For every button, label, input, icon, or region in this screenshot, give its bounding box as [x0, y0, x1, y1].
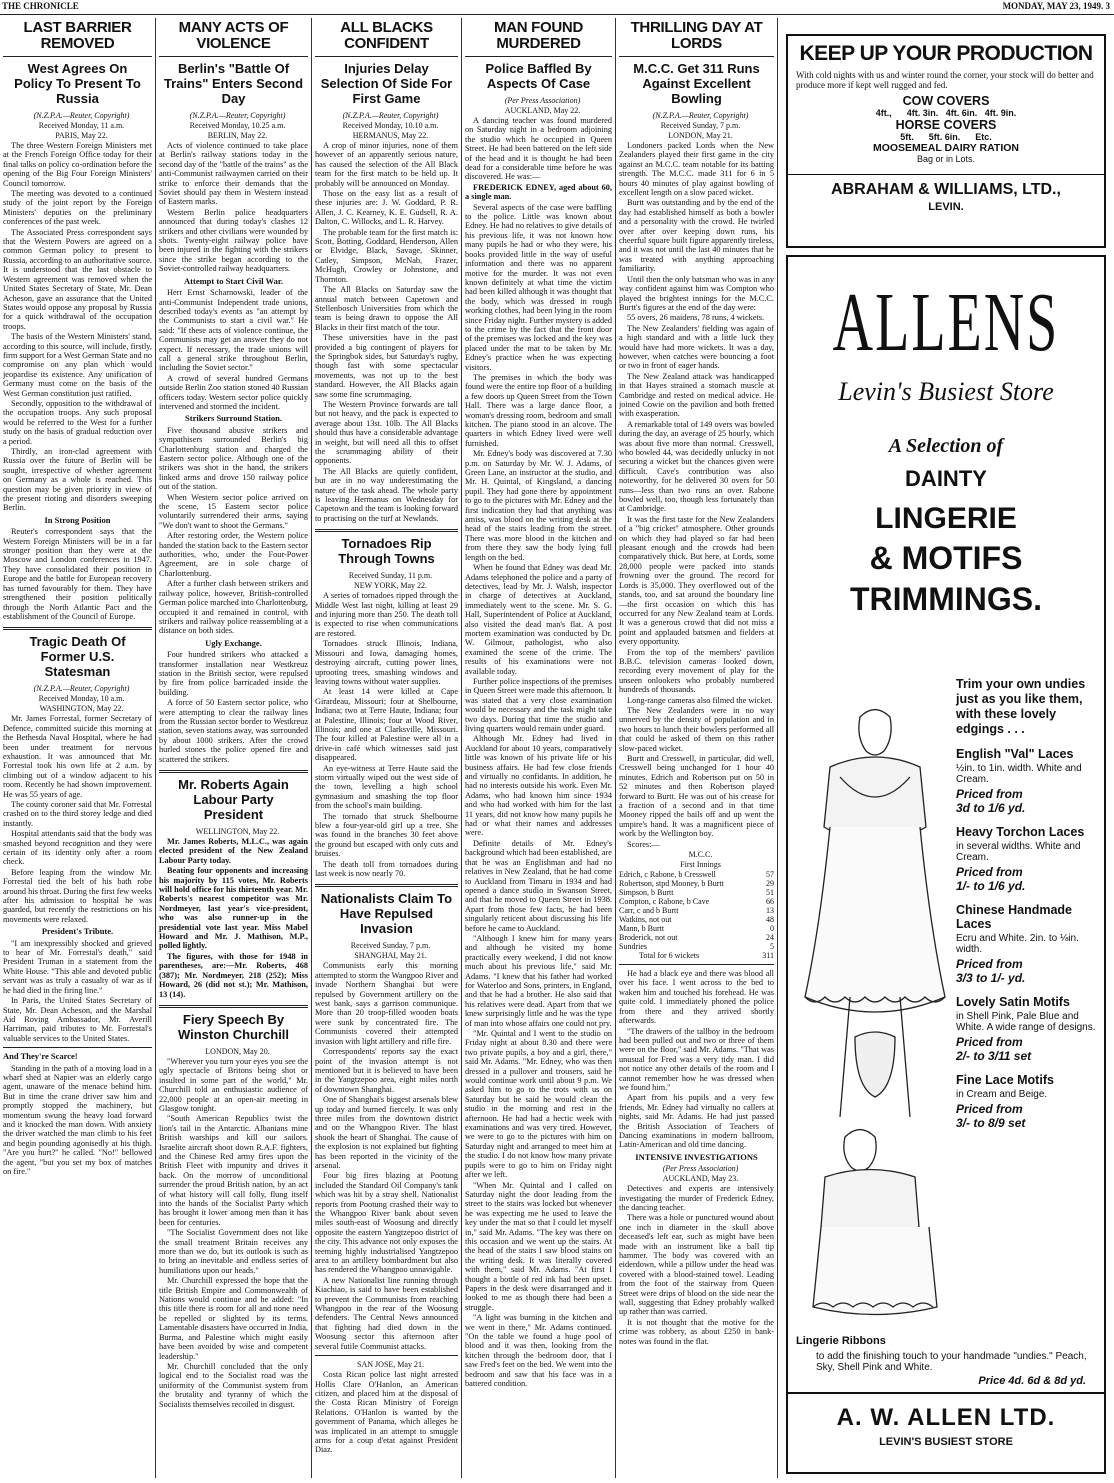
paragraph: Secondly, opposition to the withdrawal of the occupation troops. Any such proposal would be referred to the West for a further study on the basis of gradual reduction over a period.	[3, 398, 152, 446]
masthead-date: MONDAY, MAY 23, 1949. 3	[1002, 1, 1110, 11]
paragraph: The tornado that struck Shelbourne blew a four-year-old girl up a tree. She was found in the branches 30 feet above the ground but escaped with only cuts and bruises.	[315, 811, 458, 859]
lace-item	[956, 903, 1096, 985]
column-rule	[311, 18, 312, 1478]
ad-brand-logo: ALLENS	[832, 276, 1060, 370]
paragraph: Hospital attendants said that the body was smashed beyond recognition and they were certain of its identity only after a room check.	[3, 829, 152, 867]
dateline: NEW YORK, May 22.	[353, 581, 428, 591]
paragraph: Although Mr. Edney had lived in Auckland for about 10 years, comparatively little was known of his private life or his business affairs. He had few close friends and virtually no confidants. In addition, he had no interests outside his work. Even Mr. Adams, who had known him since 1934 and who had worked with him for the last 11 years, did not know how many pupils he had or what their names and addresses were.	[465, 734, 612, 838]
item-price: 2/- to 3/11 set	[956, 1049, 1032, 1063]
paragraph: One of Shanghai's biggest arsenals blew up today and burned fiercely. It was only three miles from the downtown district and on the Whangpoo River. The blast shook the heart of Shanghai. The cause of the explosion is not explained but fighting has been reported in the vicinity of the arsenal.	[315, 1095, 458, 1170]
lace-item	[956, 995, 1096, 1063]
ribbons-section	[796, 1335, 1096, 1387]
paragraph: A new Nationalist line running through Kiachiao, is said to have been established to prevent the Communists from reaching Whangpoo in the rear of the Woosung defenders. The Central News announced that fighting had died down in the Woosung sector this afternoon after several futile Communist attacks.	[315, 1275, 458, 1351]
column-3	[315, 18, 458, 1478]
scorecard-row	[619, 933, 774, 942]
runs: 66	[766, 897, 774, 907]
ad-allens-lingerie	[786, 255, 1106, 1474]
dateline: BERLIN, May 22.	[207, 131, 268, 140]
runs: 0	[770, 924, 774, 934]
paragraph: Londoners packed Lords when the New Zealanders played their first game in the city against an M.C.C. team notable for its batting strength. The M.C.C. made 311 for 6 in 5 hours 40 minutes of play against bowling of excellent length on a slow paced wicket.	[619, 141, 774, 198]
paragraph: When Western sector police arrived on the scene, 15 Eastern sector police voluntarily surrendered their arms, saying "We don't want to shoot the Germans."	[159, 492, 308, 530]
ad-selection: A Selection of	[888, 435, 1004, 457]
paragraph: Mr. Edney's body was discovered at 7.30 p.m. on Saturday by Mr. W. J. Adams, of Green Lane, an instructor at the studio, and Mr. H. Quintal, of Kingsland, a dancing pupil. They had gone there by appointment to go to the pictures with Mr. Edney and the first indication they had that anything was amiss, was blood on the writing desk at the head of the stairs leading from the street. There was more blood in the kitchen and from there they saw the body lying full length on the bed.	[465, 449, 612, 562]
item-price: 3/3 to 1/- yd.	[956, 971, 1026, 985]
credit: (N.Z.P.A.—Reuter, Copyright)	[189, 111, 286, 120]
headline-churchill-speech: Fiery Speech By Winston Churchill	[177, 1011, 290, 1042]
paragraph: The New Zealanders' fielding was again of a high standard and with a little luck they would have had more wickets. It was a day, however, when catches were bouncing a foot or two in front of eager hands.	[619, 323, 774, 371]
scorecard-team: M.C.C.	[688, 850, 713, 860]
paragraph: Mr. James Forrestal, former Secretary of Defence, committed suicide this morning at the Bethesda Naval Hospital, where he had been under treatment for nervous exhaustion. It was announced that Mr. Forrestal took his own life at 2 a.m. by climbing out of a window adjacent to his room. Recently he had shown improvement. He was 55 years of age.	[3, 714, 152, 799]
ad-tagline: Levin's Busiest Store	[838, 377, 1054, 406]
paragraph: He had a black eye and there was blood all over his face. I went across to the bed to waken him and touched his forehead. He was quite cold. I immediately phoned the police from there and they arrived shortly afterwards.	[619, 969, 774, 1026]
ad-product-cow-covers: COW COVERS	[902, 94, 990, 108]
item-name: Heavy Torchon Laces	[956, 825, 1085, 839]
article-body	[3, 527, 152, 621]
batsman: Carr, c and b Burtt	[619, 906, 679, 916]
runs: 51	[766, 888, 774, 898]
column-rule	[777, 18, 778, 1478]
article-body	[315, 591, 458, 878]
scorecard-row	[619, 897, 774, 906]
item-desc: in Shell Pink, Pale Blue and White. A wide range of designs.	[956, 1011, 1096, 1033]
batsman: Compton, c Rabone, b Cave	[619, 897, 710, 907]
paragraph: Correspondents' reports say the exact point of the invasion attempt is not mentioned but it is believed to have been in the Yangtzepoo area, eight miles north of downtown Shanghai.	[315, 1047, 458, 1094]
article-body	[3, 1064, 152, 1177]
paragraph: Communists early this morning attempted to storm the Wangpoo River and invade Northern Shanghai but were repulsed by Government artillery on the west bank, says a garrison communique. More than 20 troop-filled wooden boats were sunk by concentrated fire. The Communists covered their attempted invasion with light artillery and rifle fire.	[315, 961, 458, 1046]
article-body	[619, 969, 774, 1150]
paragraph: "I am inexpressibly shocked and grieved to hear of Mr. Forrestal's death," said President Truman in a statement from the White House. "This able and devoted public servant was as truly a casualty of war as if he had died in the firing line."	[3, 938, 152, 995]
paragraph: An eye-witness at Terre Haute said the storm virtually wiped out the west side of the town, levelling a high school gymnasium and smashing the top floor from the school's main building.	[315, 763, 458, 811]
headline-thrilling-day: THRILLING DAY AT LORDS	[630, 19, 763, 52]
ad-town: LEVIN.	[928, 201, 964, 213]
ad-firm-name: ABRAHAM & WILLIAMS, LTD.,	[788, 174, 1104, 199]
total-label: Total for 6 wickets	[639, 951, 700, 961]
dateline: SAN JOSE, May 21.	[357, 1360, 424, 1370]
paragraph: The probable team for the first match is: Scott, Botting, Goddard, Henderson, Allen or Elvidge, Black, Savage, Skinner, Catley, Simpson, McNab, Frazer, McHugh, Crowley or Johnstone, and Thornton.	[315, 227, 458, 284]
paragraph: After a further clash between strikers and railway police, however, British-controlled German police marched into Charlottenburg, occupied it and remained in control, with strikers and railway police reassembling at a distance on both sides.	[159, 579, 308, 636]
paragraph: The death toll from tornadoes during last week is now nearly 70.	[315, 859, 458, 879]
article-body	[159, 288, 308, 411]
scorecard-row	[619, 924, 774, 933]
item-price: 3d to 1/6 yd.	[956, 801, 1026, 815]
credit: (Per Press Association)	[662, 1164, 739, 1174]
batsman: Simpson, b Burtt	[619, 888, 674, 898]
dateline: WASHINGTON, May 22.	[39, 704, 124, 714]
ad-line-dainty: DAINTY	[905, 466, 987, 491]
ad-keep-up-production	[786, 34, 1106, 248]
batsman: Edrich, c Rabone, b Cresswell	[619, 870, 716, 880]
lace-item	[956, 1073, 1096, 1130]
paragraph: Burtt was outstanding and by the end of the day had established himself as both a bowler and a personality with the crowd. He twirled over after over keeping down runs, his cheerful square built figure apparently tireless, and it was not until the last 40 minutes that he was treated with anything approaching familiarity.	[619, 198, 774, 274]
masthead-title: THE CHRONICLE	[2, 1, 79, 11]
ad-firm-name: A. W. ALLEN LTD.	[836, 1404, 1056, 1431]
article-body	[159, 650, 308, 764]
runs: 5	[770, 942, 774, 952]
scorecard-row	[619, 915, 774, 924]
paragraph: Reuter's correspondent says that the Western Foreign Ministers will be in a far stronger position than they were at the Moscow and London conferences in 1947. They have consolidated their position in Europe and the battle for European recovery has turned favourably for them. They have strengthened their position politically through the North Atlantic Pact and the establishment of the Council of Europe.	[3, 527, 152, 621]
scorecard-innings: First Innings	[680, 860, 721, 870]
runs: 57	[766, 870, 774, 880]
paragraph: Tornadoes struck Illinois, Indiana, Missouri and Iowa, damaging homes, destroying aircraft, cutting power lines, uprooting trees, smashing windows and leaving towns without water supplies.	[315, 639, 458, 686]
scorecard-row	[619, 888, 774, 897]
paragraph: It is not thought that the motive for the crime was robbery, as about £250 in bank-notes was found in the flat.	[619, 1317, 774, 1346]
article-body	[3, 141, 152, 513]
item-name: Chinese Handmade Laces	[956, 903, 1073, 931]
paragraph: 55 overs, 26 maidens, 78 runs, 4 wickets.	[627, 313, 765, 323]
item-desc: in Cream and Beige.	[956, 1089, 1048, 1100]
section-heading: In Strong Position	[44, 514, 111, 525]
paragraph: The New Zealand attack was handicapped in that Hayes strained a stomach muscle at Cambridge and rested on medical advice. He joined Cowie on the pavilion and both fretted with exasperation.	[619, 371, 774, 419]
item-price: 3/- to 8/9 set	[956, 1116, 1026, 1130]
price-label: Priced from	[956, 1035, 1023, 1049]
ad-sizes: 5ft. 5ft. 6in. Etc.	[900, 132, 992, 142]
ad-line-motifs: & MOTIFS	[869, 540, 1023, 576]
paragraph: Four hundred strikers who attacked a transformer installation near Westkreuz station in the British sector, were repulsed by fire from police barricaded inside the building.	[159, 650, 308, 697]
batsman: Broderick, not out	[619, 933, 678, 943]
paragraph: Until then the only batsman who was in any way confident against him was Compton who played the brightest innings for the M.C.C. Burtt's figures at the end of the day were:	[619, 274, 774, 312]
paragraph: Those on the easy list as a result of these injuries are: J. W. Goddard, P. R. Allen, J. C. Kearney, K. E. Gudsell, R. A. Dalton, C. Willocks, and L. R. Harvey.	[315, 189, 458, 227]
subhead-mcc-311: M.C.C. Get 311 Runs Against Excellent Bowling	[633, 61, 760, 106]
paragraph: At least 14 were killed at Cape Girardeau, Missouri; four at Shelbourne, Indiana; two at Terre Haute, Indiana; four at Palestine, Illinois; four at Wood River, Illinois; and one at Clarksville, Missouri. The four killed at Palestine were all in a drive-in café which witnesses said just disappeared.	[315, 687, 458, 763]
scorecard-row	[619, 879, 774, 888]
paragraph: The Associated Press correspondent says that the Western Powers are agreed on a common German policy to present to Russia, according to an authoritative source. It is understood that the last obstacle to Western agreement was removed when the United States Secretary of State, Mr. Dean Acheson, gave an assurance that the United States would oppose any proposal by Russia for a quick withdrawal of the occupation troops.	[3, 227, 152, 331]
paragraph: Thirdly, an iron-clad agreement with Russia over the future of Berlin will be sought, irrespective of whether agreement on Germany as a whole is reached. This question may be given priority in view of the present rioting and disorders sweeping Berlin.	[3, 447, 152, 513]
item-price: 1/- to 1/6 yd.	[956, 879, 1026, 893]
ad-product-horse-covers: HORSE COVERS	[895, 118, 997, 132]
paragraph: "Although I knew him for many years and although he visited my home practically every weekend, I did not know much about his previous life," said Mr. Adams. "I knew that his father had worked for Waterloo and Sons, printers, in England, and that he had a brother. He also said that his relatives were dead. Apart from that we knew surprisingly little and he was the type of man into whose affairs one could not pry.	[465, 933, 612, 1028]
lingerie-illustration	[800, 697, 950, 1317]
subhead-west-agrees: West Agrees On Policy To Present To Russia	[14, 61, 141, 106]
ribbons-title: Lingerie Ribbons	[796, 1335, 886, 1347]
batsman: Mann, b Burtt	[619, 924, 665, 934]
dateline: LONDON, May 21.	[668, 131, 733, 140]
lace-price-list	[956, 677, 1096, 1130]
item-desc: Ecru and White. 2in. to ⅛in. width.	[956, 933, 1079, 955]
item-name: Lovely Satin Motifs	[956, 995, 1070, 1009]
paragraph: From the top of the members' pavilion B.B.C. television cameras looked down, recording every movement of play for the unseen onlookers who probably numbered hundreds of thousands.	[619, 647, 774, 695]
paragraph: The three Western Foreign Ministers met at the French Foreign Office today for their final talks on policy co-ordination before the opening of the Big Four Foreign Ministers' Council tomorrow.	[3, 141, 152, 188]
column-1	[3, 18, 152, 1478]
paragraph: "Wherever you turn your eyes you see the ugly spectacle of Britons being shot or insulted in some part of the world," Mr. Churchill told an enthusiastic audience of 22,000 people at an open-air meeting in Glasgow tonight.	[159, 1056, 308, 1113]
dateline: PARIS, May 22.	[55, 131, 108, 140]
lace-item	[956, 825, 1096, 893]
paragraph: Costa Rican police last night arrested Hollis Clare O'Hanlon, an American citizen, and placed him at the disposal of the Costa Rican Ministry of Foreign Relations. O'Hanlon is wanted by the government of Panama, which alleges he was implicated in an attempt to smuggle arms for a coup d'etat against President Diaz.	[315, 1370, 458, 1455]
paragraph: There was a hole or punctured wound about one inch in diameter in the skull above deceased's left ear, such as might have been made with an instrument like a ball tip hammer. The body was covered with an eiderdown, while a pillow under the head was covered with a blood-stained towel. Leading from the foot of the stairway from Queen Street were drips of blood on the side near the wall, suggesting that Edney probably walked up rather than was carried.	[619, 1213, 774, 1317]
headline-investigations: INTENSIVE INVESTIGATIONS	[635, 1151, 758, 1162]
column-rule	[155, 18, 156, 1478]
total-value: 311	[762, 951, 774, 961]
paragraph: Long-range cameras also filmed the wicket.	[627, 695, 773, 705]
paragraph: The figures, with those for 1948 in parentheses, are:—Mr. Roberts, 468 (387); Mr. Nordmeyer, 218 (252); Miss Howard, 26 (did not st.); Mr. Mathison, 13 (14).	[159, 951, 308, 999]
dateline: HERMANUS, May 22.	[352, 131, 429, 140]
runs: 29	[766, 879, 774, 889]
item-desc: in several widths. White and Cream.	[956, 841, 1081, 863]
paragraph: Acts of violence continued to take place at Berlin's railway stations today in the second day of the "battle of the trains" as the anti-Communist railwaymen carried on their strike to enforce their demands that the Soviet should pay them in Western instead of Eastern marks.	[159, 141, 308, 207]
batsman: Robertson, stpd Mooney, b Burtt	[619, 879, 724, 889]
paragraph: Mr. Churchill expressed the hope that the title British Empire and Commonwealth of Nations would continue and he added: "In this title there is room for all and none need be repelled or slighted by its terms. Lamentable disasters have occurred in India, Burma, and Palestine which might easily have been avoided by wise and competent leadership."	[159, 1276, 308, 1361]
paragraph: "A light was burning in the kitchen and we went in there," Mr. Adams continued. "On the table we found a huge pool of blood and it was then, looking from the kitchen through the bedroom door, that I saw Fred's feet on the bed. We went into the bedroom and saw that his face was in a battered condition.	[465, 1313, 612, 1389]
received-time: Received Monday, 10.10 a.m.	[342, 121, 439, 130]
article-body	[619, 141, 774, 839]
credit: (N.Z.P.A.—Reuter, Copyright)	[652, 111, 749, 120]
paragraph: A crowd of several hundred Germans outside Berlin Zoo station stoned 40 Russian officers today. Western sector police quickly intervened and stormed the incident.	[159, 373, 308, 411]
paragraph: "When Mr. Quintal and I called on Saturday night the door leading from the street to the stairs was locked but whenever he was expecting me he used to leave the key under the mat so that I could let myself in," said Mr. Adams. "The key was there on this occasion and we went up the stairs. At the head of the stairs I saw blood stains on the writing desk. It was literally covered with them," said Mr. Adams. "At first I thought a bottle of red ink had been upset. Papers in the desk were disarranged and it looked to me as though there had been a struggle.	[465, 1180, 612, 1312]
lace-item	[956, 747, 1096, 815]
price-label: Priced from	[956, 865, 1023, 879]
headline-acts-of-violence: MANY ACTS OF VIOLENCE	[178, 19, 289, 52]
scorecard-row	[619, 870, 774, 879]
column-4	[465, 18, 612, 1478]
subhead-battle-of-trains: Berlin's "Battle Of Trains" Enters Second Day	[163, 61, 304, 106]
received-time: Received Sunday, 7 p.m.	[660, 121, 741, 130]
column-5	[619, 18, 774, 1478]
credit: (N.Z.P.A.—Reuter, Copyright)	[33, 684, 130, 694]
paragraph: The premises in which the body was found were the entire top floor of a building a few doors up Queen Street from the Town Hall. There was a large dance floor, a woman's dressing room, bedroom and small kitchen. The piano stood in an alcove. The quarters in which Edney lived were well furnished.	[465, 372, 612, 448]
paragraph: Herr Ernst Scharnowski, leader of the anti-Communist Independent trade unions, described today's events as "an attempt by the Communists to start a civil war." He said: "If these acts of violence continue, the Communists may get an answer they do not expect. If necessary, the trade unions will call a general strike throughout Berlin, including the Soviet sector."	[159, 288, 308, 373]
article-body	[159, 426, 308, 636]
paragraph: A series of tornadoes ripped through the Middle West last night, killing at least 29 and injuring more than 250. The death toll is expected to rise when communications are restored.	[315, 591, 458, 638]
scorecard-row	[619, 906, 774, 915]
article-body	[159, 141, 308, 274]
paragraph: Burtt and Cresswell, in particular, did well, Cresswell being unchanged for 1 hour 40 minutes. Edrich and Robertson put on 50 in 52 minutes and then Robertson played forward to Burtt. He was out of his crease for a fraction of a second and in that time Mooney ripped the bails off and up went the umpire's hand. It was a magnificent piece of work by the Wellington boy.	[619, 754, 774, 839]
ad-intro: Trim your own undies just as you like them, with these lovely edgings . . .	[956, 677, 1086, 736]
paragraph: The All Blacks are quietly confident, but are in no way underestimating the nature of the task ahead. The whole party is leaving Hermanus on Wednesday for Capetown and the team is looking forward to practising on the turf at Newlands.	[315, 466, 458, 523]
scores-label: Scores:—	[627, 839, 660, 849]
paragraph: The All Blacks on Saturday saw the annual match between Capetown and Stellenbosch Universities from which the team is being drawn to oppose the All Blacks in their first match of the tour.	[315, 285, 458, 332]
paragraph: "South American Republics twist the lion's tail in the Antarctic. Albanians mine British warships and kill our sailors. Israelite aircraft shoot down R.A.F. fighters, and the Chinese Red army fires upon the British Fleet with impunity and drives it back. On the morrow of unconditional surrender the proud British nation, by an act of what history will call folly, flung itself into the hands of the Socialist Party which has brought it lower among men than it has been for centuries.	[159, 1114, 308, 1227]
subhead-police-baffled: Police Baffled By Aspects Of Case	[485, 61, 592, 91]
paragraph: In Paris, the United States Secretary of State, Mr. Dean Acheson, and the Marshal Aid Roving Ambassador, Mr. Averill Harriman, paid tributes to Mr. Forrestal's valuable services to the United States.	[3, 996, 152, 1043]
paragraph: Four big fires blazing at Pootung included the Standard Oil Company's tank which was hit by a stray shell. Nationalist reports from Pootung crashed their way to the Whangpoo River bank about seven miles south-east of Woosung and directly opposite the eastern Yangtzepoo district of the city. This advance not only exposes the teeming highly industrialised Yangtzepoo area to an artillery bombardment but also has rendered the Whangpoo unnavigable.	[315, 1171, 458, 1275]
paragraph: The meeting was devoted to a continued study of the joint report by the Foreign Ministers' deputies on the preliminary conferences of the past week.	[3, 189, 152, 227]
headline-last-barrier: LAST BARRIER REMOVED	[23, 19, 132, 52]
batsman: Sundries	[619, 942, 647, 952]
subhead-injuries-delay: Injuries Delay Selection Of Side For First Game	[320, 61, 453, 106]
paragraph: Mr. James Roberts, M.L.C., was again elected president of the New Zealand Labour Party today.	[159, 837, 308, 865]
received-time: Received Sunday, 7 p.m.	[350, 941, 431, 951]
headline-all-blacks: ALL BLACKS CONFIDENT	[340, 19, 433, 52]
paragraph: The New Zealanders were in no way unnerved by the density of population and in two hours to lunch their bowlers performed all that could be asked of them on this rather slow-paced wicket.	[619, 705, 774, 753]
price-label: Priced from	[956, 957, 1023, 971]
price-label: Priced from	[956, 1102, 1023, 1116]
victim-name: FREDERICK EDNEY, aged about 60, a single man.	[465, 182, 612, 202]
article-body	[3, 714, 152, 924]
ad-headline: KEEP UP YOUR PRODUCTION	[799, 42, 1093, 65]
paragraph: It was the first taste for the New Zealanders of a "big cricket" atmosphere. Other grounds on which they had played so far had been pleasant enough and the crowds had been comparatively thick. But here, at Lords, some 28,000 people were packed into stands frowning over the ground. The record for Lords is 35,000. They overflowed out of the stands, too, and sat around the boundary line—the first occasion on which this has occurred for any New Zealand team at Lords. It was a generous crowd that did not miss a point and applauded batsmen and fielders at every opportunity.	[619, 514, 774, 647]
ribbons-price: Price 4d. 6d & 8d yd.	[978, 1375, 1086, 1387]
paragraph: After restoring order, the Western police handed the station back to the Eastern sector authorities, who, under the Four-Power Agreement, are in sole charge of Charlottenburg.	[159, 531, 308, 578]
ad-product-sub: Bag or in Lots.	[916, 154, 976, 164]
column-rule	[615, 18, 616, 1478]
paragraph: These universities have in the past provided a big contingent of players for the Springbok sides, but Saturday's rugby, though fast with some spectacular movements, was not up to the best standard. However, the All Blacks again saw some fine scrummaging.	[315, 333, 458, 399]
item-name: Fine Lace Motifs	[956, 1073, 1054, 1087]
paragraph: "Mr. Quintal and I went to the studio on Friday night at about 8.30 and there were two private pupils, a boy and a girl, there," said Mr. Adams. "Mr. Edney, who was then dressed in a pullover and trousers, said he would continue work until about 9 p.m. We asked him to go to the trots with us on Saturday but he said he would clean the studio in the morning and rest in the afternoon. He had had a hectic week with examinations and was very tired. However, we were to go to the pictures with him on Saturday night and arranged to meet him at the studio. I do not know how many private pupils were to go to him on Friday night after we left.	[465, 1029, 612, 1180]
credit: (N.Z.P.A.—Reuter, Copyright)	[342, 111, 439, 120]
section-heading: Strikers Surround Station.	[185, 413, 282, 424]
runs: 48	[766, 915, 774, 925]
column-2	[159, 18, 308, 1478]
ad-firm-tagline: LEVIN'S BUSIEST STORE	[879, 1436, 1013, 1448]
paragraph: Before leaping from the window Mr. Forrestal tied the belt of his bath robe around his throat. During the first few weeks after his admission to hospital he was guarded, but recently the restrictions on his movements were relaxed.	[3, 867, 152, 924]
paragraph: Standing in the path of a moving load in a wharf shed at Napier was an elderly cargo agent, unaware of the menace behind him. But in time the crane driver saw him and promptly stopped the machinery, but momentum swung the heavy load forward and it knocked the man down. With anxiety the driver watched the man climb to his feet and begin pounding agonisedly at his thigh. "Are you hurt?" he called. "No!" bellowed the agent, "but you set my box of matches on fire."	[3, 1063, 152, 1176]
runs: 13	[766, 906, 774, 916]
ad-line-lingerie: LINGERIE	[875, 502, 1017, 535]
paragraph: A dancing teacher was found murdered on Saturday night in a bedroom adjoining the studio which he occupied in Queen Street. He had been battered on the left side of the head and it is thought he had been dead for a considerable time before he was discovered. He was:—	[465, 116, 612, 182]
batsman: Watkins, not out	[619, 915, 672, 925]
article-body	[619, 1184, 774, 1346]
paragraph: Western Berlin police headquarters announced that during today's clashes 12 strikers and other civilians were wounded by shots. Twenty-eight railway police have been injured in the fighting with the strikers since the strike began according to the Soviet-controlled railway headquarters.	[159, 207, 308, 274]
price-label: Priced from	[956, 787, 1023, 801]
article-body	[315, 1370, 458, 1455]
scorecard-row	[619, 942, 774, 951]
article-body	[159, 837, 308, 999]
article-body	[159, 1057, 308, 1409]
received-time: Received Monday, 10 a.m.	[38, 694, 125, 704]
ad-footer	[788, 1392, 1104, 1450]
dateline: AUCKLAND, May 22.	[504, 106, 581, 115]
paragraph: Further police inspections of the premises in Queen Street were made this afternoon. It was stated that a very close examination would be necessary and the task might take two days. During that time the studio and living quarters would remain under guard.	[465, 676, 612, 733]
ribbons-text: to add the finishing touch to your handmade "undies." Peach, Sky, Shell Pink and White.	[816, 1351, 1087, 1373]
paragraph: The Western Province forwards are tall but not heavy, and the pack is expected to average about 13st. 10lb. The All Blacks should thus have a considerable advantage in weight, but will need all this to offset the scrummaging ability of their opponents.	[315, 399, 458, 466]
ad-sizes: 4ft., 4ft. 3in. 4ft. 6in. 4ft. 9in.	[875, 108, 1017, 118]
paragraph: "The Socialist Government does not like the small treatment Britain receives any more than we do, but its outlook is such as to bring an inevitable and endless series of humiliations upon our heads."	[159, 1228, 308, 1275]
section-heading: Attempt to Start Civil War.	[184, 275, 283, 286]
headline-roberts-president: Mr. Roberts Again Labour Party President	[178, 777, 289, 822]
section-heading: President's Tribute.	[41, 926, 114, 937]
paragraph: Beating four opponents and increasing his majority by 115 votes, Mr. Roberts will hold office for his thirteenth year. Mr. Roberts's nearest competitor was Mr. Nordmeyer, last year's vice-president, who was also runner-up in the presidential vote last year. Miss Mabel Howard and Mr. J. Mathison, M.P., polled lightly.	[159, 866, 308, 951]
received-time: Received Monday, 11 a.m.	[38, 121, 125, 130]
headline-tragic-death: Tragic Death Of Former U.S. Statesman	[29, 634, 126, 680]
paragraph: "The drawers of the tallboy in the bedroom had been pulled out and two or three of them were on the floor," said Mr. Adams. "That was unusual for Fred was a very tidy man. I did not notice any other details of the room and I cannot remember how he was dressed when we found him."	[619, 1026, 774, 1092]
article-body	[465, 203, 612, 1389]
article-body	[465, 116, 612, 182]
paragraph: Apart from his pupils and a very few friends, Mr. Edney had virtually no callers at nights, said Mr. Adams. He had just passed the British Association of Teachers of Dancing examinations in modern ballroom, Latin-American and old time dancing.	[619, 1093, 774, 1150]
credit: (Per Press Association)	[504, 96, 581, 105]
ad-text: With cold nights with us and winter round the corner, your stock will do better and produce more if kept well rugged and fed.	[796, 70, 1094, 90]
item-name: English "Val" Laces	[956, 747, 1074, 761]
paragraph: A remarkable total of 149 overs was bowled during the day, an average of 25 hourly, which was about five more than normal. Cresswell, who bowled 44, was decidedly unlucky in not securing a wicket but the chances given were difficult. Cave's contribution was also noteworthy, for he delivered 30 overs for 50 runs—less than two runs an over. Rabone bowled well, too, though less fortunately than at Cambridge.	[619, 419, 774, 514]
paragraph: When he found that Edney was dead Mr. Adams telephoned the police and a party of detectives, lead by Mr. J. Walsh, inspector in charge of detectives at Auckland, immediately went to the scene. Mr. S. G. Hall, Superintendent of Police at Auckland, also visited the dead man's flat. A post mortem examination was conducted by Dr. W. Gilmour, pathologist, who also examined the scene of the crime. The results of his examinations were not available today.	[465, 563, 612, 676]
paragraph: The basis of the Western Ministers' stand, according to this source, will include, firstly, firm support for a West German State and no compromise on any plan which would jeopardise its existence. Any unification of Germany must come on the basis of the West German constitution just ratified.	[3, 332, 152, 398]
dateline: AUCKLAND, May 23.	[662, 1174, 739, 1184]
paragraph: Detectives and experts are intensively investigating the murder of Frederick Edney, the dancing teacher.	[619, 1184, 774, 1212]
masthead	[0, 0, 1114, 15]
received-time: Received Monday, 10.25 a.m.	[189, 121, 286, 130]
paragraph: A force of 50 Eastern sector police, who were attempting to clear the railway lines from the Russian sector border to Westkreuz station, seven stations away, was surrounded by about 1000 strikers. After the crowd hurled stones the police opened fire and scattered the strikers.	[159, 698, 308, 764]
item-desc: ½in. to 1in. width. White and Cream.	[956, 763, 1082, 785]
dateline: SHANGHAI, May 21.	[354, 951, 427, 961]
ad-line-trimmings: TRIMMINGS.	[850, 581, 1042, 617]
received-time: Received Sunday, 11 p.m.	[348, 571, 433, 581]
headline-scarce: And They're Scarce!	[3, 1051, 78, 1062]
section-heading: Ugly Exchange.	[205, 637, 262, 648]
headline-nationalists: Nationalists Claim To Have Repulsed Invasion	[320, 891, 453, 937]
paragraph: Definite details of Mr. Edney's background which had been established, are that he was an Englishman and had no relatives in New Zealand, that he had come to Auckland from Timaru in 1934 and had opened a dance studio in Swanson Street, and that he moved to Queen Street in 1938. Apart from those few facts, he had been singularly reticent about discussing his life before he came to Auckland.	[465, 838, 612, 933]
article-body	[315, 961, 458, 1351]
runs: 24	[766, 933, 774, 943]
scorecard-table	[619, 870, 774, 951]
article-body	[315, 141, 458, 523]
headline-tornadoes: Tornadoes Rip Through Towns	[338, 536, 435, 567]
dateline: WELLINGTON, May 22.	[195, 827, 280, 836]
paragraph: Mr. Churchill concluded that the only logical end to the Socialist road was the uniformity of the Communist system from the brutality and tyranny of which the Socialists themselves recoiled in disgust.	[159, 1361, 308, 1409]
paragraph: The county coroner said that Mr. Forrestal crashed on to the third storey ledge and died instantly.	[3, 799, 152, 828]
dateline: LONDON, May 20.	[205, 1046, 270, 1056]
paragraph: Five thousand abusive strikers and sympathisers surrounded Berlin's big Charlottenburg station and charged the Eastern sector police. Although one of the strikers was shot in the hand, the strikers linked arms and drove 150 railway police out of the station.	[159, 425, 308, 492]
ad-product-moosemeal: MOOSEMEAL DAIRY RATION	[872, 142, 1020, 154]
paragraph: Several aspects of the case were baffling to the police. Little was known about Edney. He had no relatives to give details of his previous life, it was not known how many pupils he had or who they were, his books provided little in the way of useful information and there was no apparent motive for the murder. It was not even known definitely at what time the victim had been killed although it was thought that the body, which was dressed in rough working clothes, had been lying in the room since Friday night. Further mystery is added to the crime by the fact that the front door of the premises was locked and the key was placed under the mat to be taken by Mr. Edney's practice when he was expecting visitors.	[465, 202, 612, 372]
column-rule	[461, 18, 462, 1478]
headline-man-found-murdered: MAN FOUND MURDERED	[494, 19, 583, 52]
paragraph: A crop of minor injuries, none of them however of an apparently serious nature, has caused the selection of the All Black team for the first match to be held up. It probably will be announced on Monday.	[315, 141, 458, 188]
credit: (N.Z.P.A.—Reuter, Copyright)	[33, 111, 130, 120]
scorecard-total	[619, 951, 774, 960]
article-body	[3, 939, 152, 1043]
